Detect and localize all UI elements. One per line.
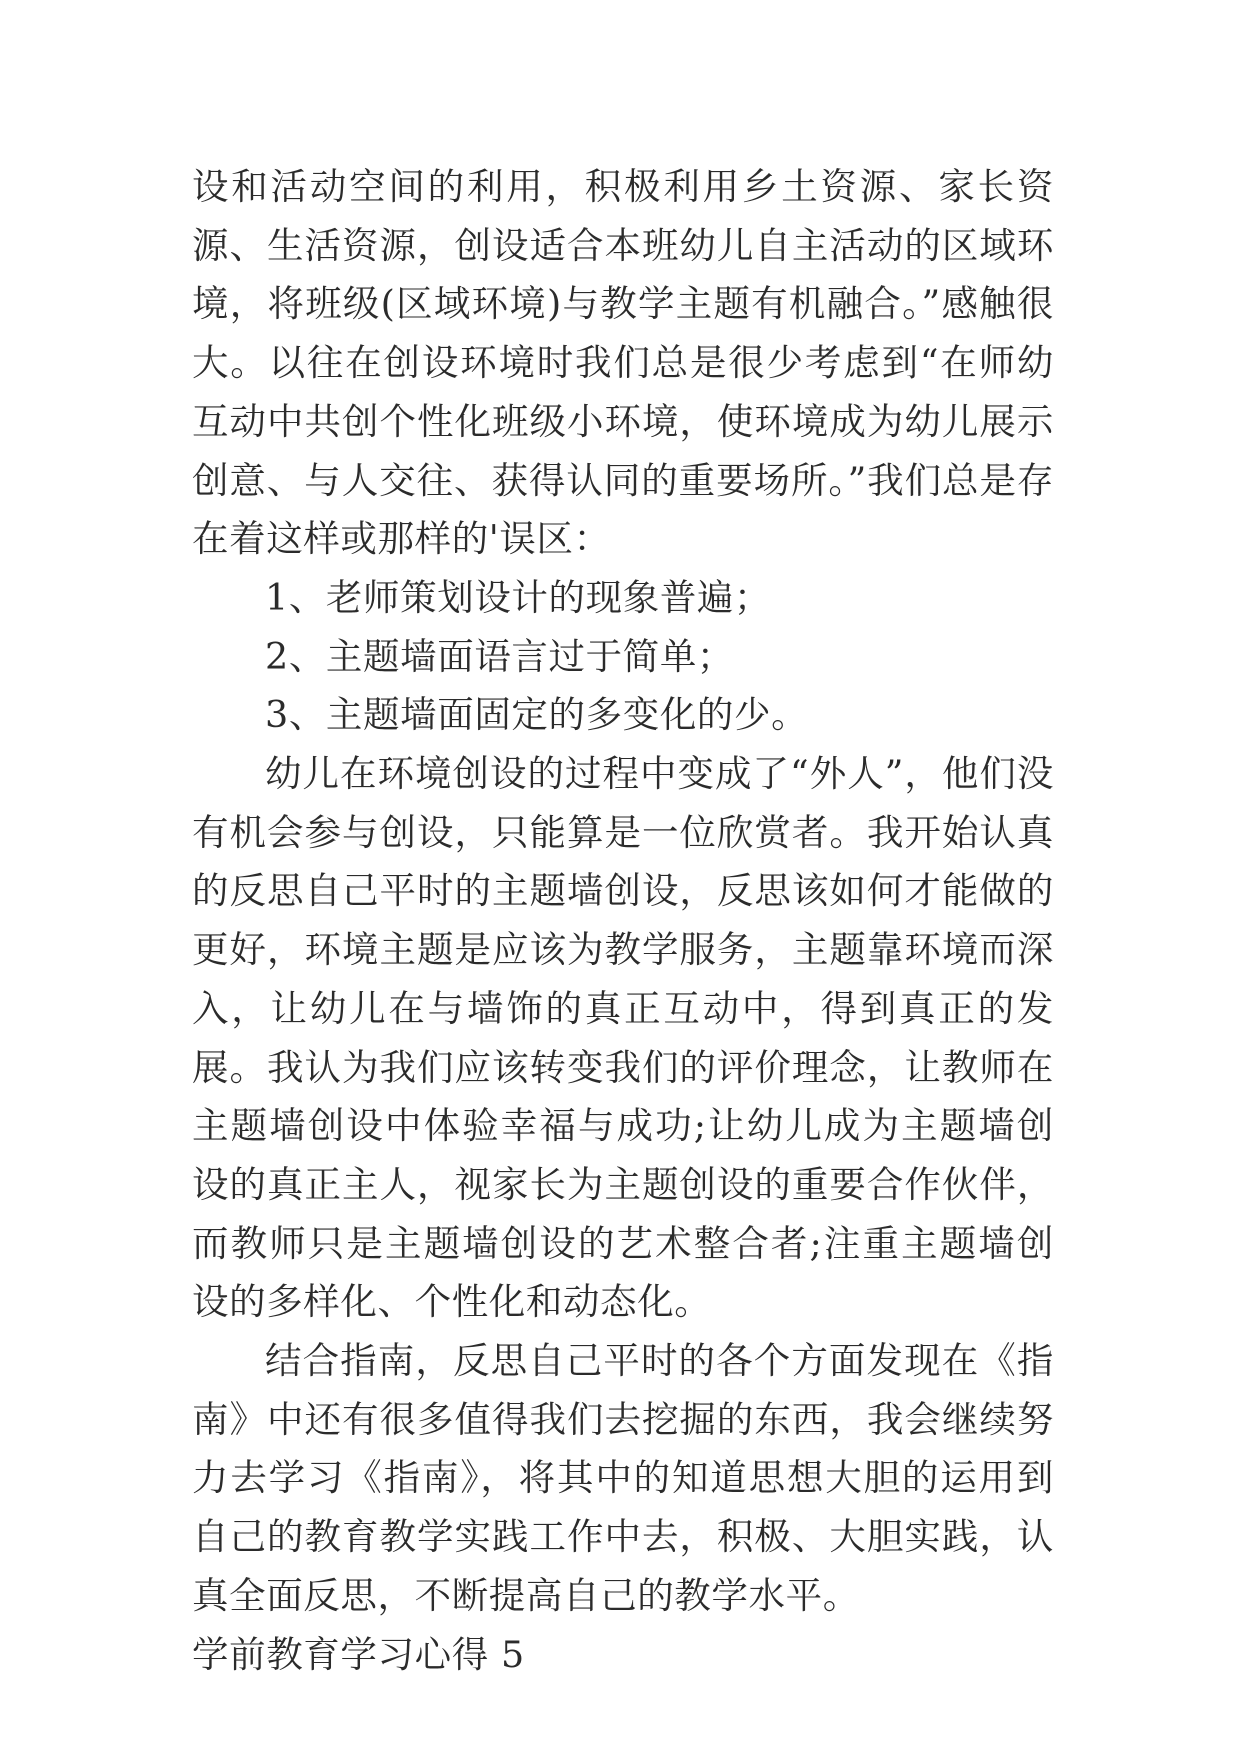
document-body [192, 158, 1054, 1684]
paragraph-reflection: 幼儿在环境创设的过程中变成了“外人”，他们没有机会参与创设，只能算是一位欣赏者。我开始认真的反思自己平时的主题墙创设，反思该如何才能做的更好，环境主题是应该为教学服务，主题靠环境而深入，让幼儿在与墙饰的真正互动中，得到真正的发展。我认为我们应该转变我们的评价理念，让教师在主题墙创设中体验幸福与成功;让幼儿成为主题墙创设的真正主人，视家长为主题创设的重要合作伙伴，而教师只是主题墙创设的艺术整合者;注重主题墙创设的多样化、个性化和动态化。 [192, 752, 1054, 1324]
section-heading: 学前教育学习心得 5 [192, 1632, 525, 1676]
list-item-3: 3、主题墙面固定的多变化的少。 [265, 693, 809, 737]
list-item-1: 1、老师策划设计的现象普遍； [265, 575, 772, 619]
paragraph-continuation: 设和活动空间的利用，积极利用乡土资源、家长资源、生活资源，创设适合本班幼儿自主活动的区域环境，将班级(区域环境)与教学主题有机融合。”感触很大。以往在创设环境时我们总是很少考虑到“在师幼互动中共创个性化班级小环境，使环境成为幼儿展示创意、与人交往、获得认同的重要场所。”我们总是存在着这样或那样的'误区： [192, 165, 1054, 561]
paragraph-conclusion: 结合指南，反思自己平时的各个方面发现在《指南》中还有很多值得我们去挖掘的东西，我会继续努力去学习《指南》，将其中的知道思想大胆的运用到自己的教育教学实践工作中去，积极、大胆实践，认真全面反思，不断提高自己的教学水平。 [192, 1339, 1054, 1617]
list-item-2: 2、主题墙面语言过于简单； [265, 634, 735, 678]
